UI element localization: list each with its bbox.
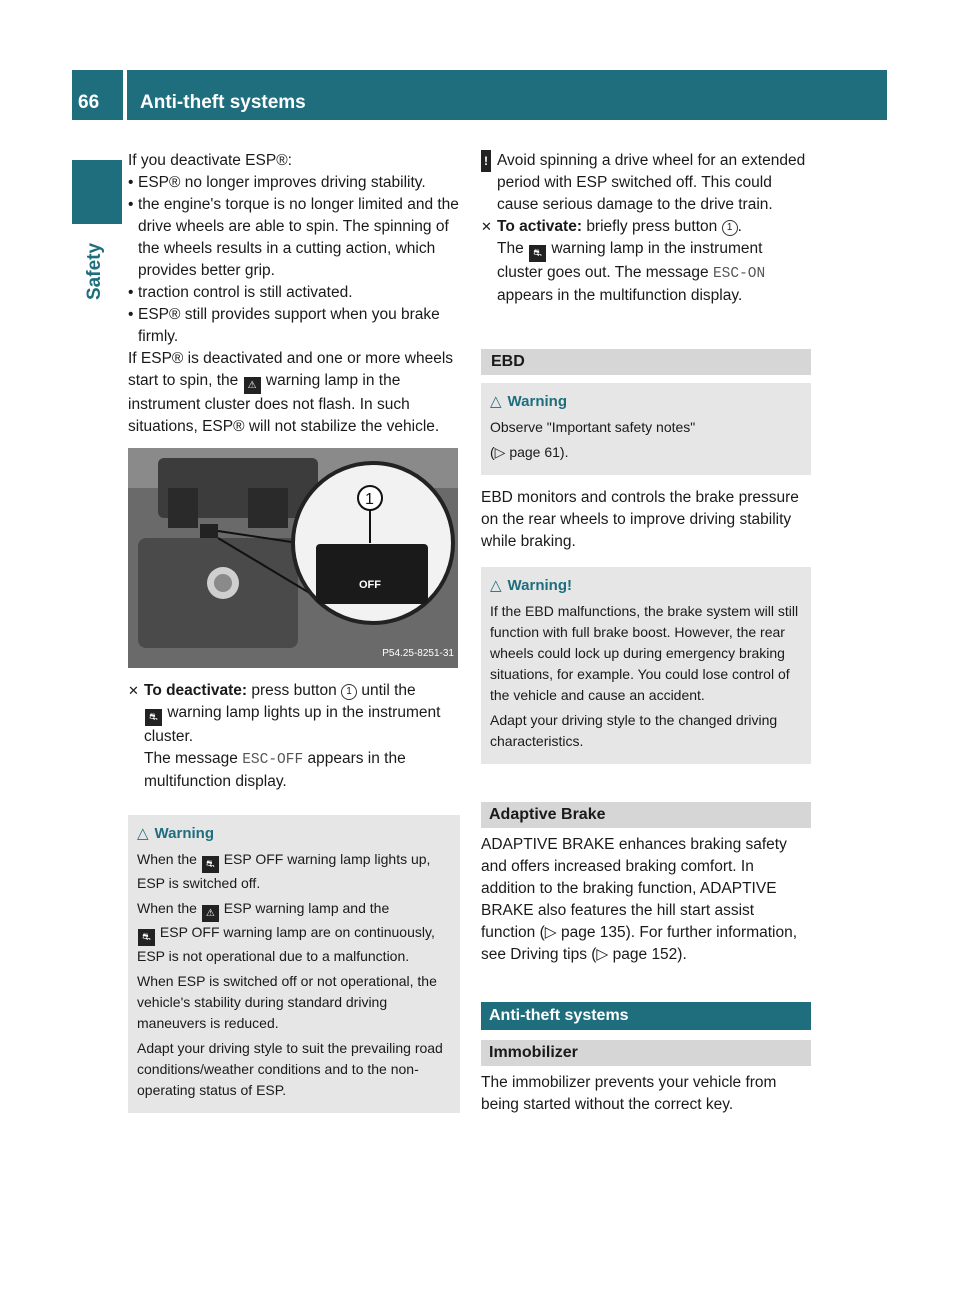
section-heading-ebd: EBD [481, 349, 811, 375]
ebd-warning-box-2: △ Warning! If the EBD malfunctions, the brake system will still function with full brake boost. However, the rear wheels could lock up during emergency braking situations, for example. You could lose control of the vehicle and cause an accident. Adapt your driving style to the changed driving characteristics. [481, 567, 811, 764]
esp-warning-icon: ⚠ [244, 377, 261, 394]
esp-warning-icon: ⚠ [202, 905, 219, 922]
esp-warning-box [128, 815, 460, 1113]
warning-text: If the EBD malfunctions, the brake system will still function with full brake boost. However, the rear wheels could lock up during emergency braking situations, for example. You could lose control of the vehicle and cause an accident. [490, 603, 799, 703]
section-heading-immobilizer: Immobilizer [481, 1040, 811, 1066]
dashboard-photo [128, 448, 458, 668]
intro-text: If you deactivate ESP®: [128, 152, 292, 169]
immobilizer-body: The immobilizer prevents your vehicle from being started without the correct key. [481, 1074, 777, 1113]
esp-off-icon: ⛐ [138, 929, 155, 946]
warning-paragraph: When ESP is switched off or not operational, the vehicle's stability during standard driving maneuvers is reduced. [137, 973, 437, 1031]
left-column [128, 150, 460, 1113]
dashboard-illustration [128, 448, 458, 668]
deactivate-step: ✕ To deactivate: press button 1 until the ⛐ warning lamp lights up in the instrument cluster. The message ESC-OFF appears in the multifunction display. [128, 682, 441, 790]
esp-off-icon: ⛐ [145, 709, 162, 726]
side-tab [72, 160, 122, 224]
esp-off-label: OFF [359, 579, 381, 591]
warning-paragraph: When the ⚠ ESP warning lamp and the ⛐ ESP OFF warning lamp are on continuously, ESP is not operational due to a malfunction. [137, 900, 435, 964]
header-divider [123, 70, 127, 120]
callout-1-icon: 1 [365, 491, 374, 508]
callout-1-icon: 1 [722, 220, 738, 236]
warning-triangle-icon: △ [137, 825, 149, 842]
bullet-item: • ESP® no longer improves driving stability. [128, 174, 426, 191]
caution-icon: ! [481, 150, 491, 172]
page-ref: (▷ page 61). [490, 444, 569, 460]
step-arrow-icon: ✕ [128, 683, 139, 698]
callout-1-icon: 1 [341, 684, 357, 700]
step-arrow-icon: ✕ [481, 219, 492, 234]
right-column [481, 150, 811, 1116]
bullet-item: • the engine's torque is no longer limited and the drive wheels are able to spin. The spinning of the wheels results in a cutting action, which provides better grip. [128, 196, 459, 279]
section-heading-adaptive-brake: Adaptive Brake [481, 802, 811, 828]
warning-heading: Warning [154, 825, 214, 842]
bullet-item: • traction control is still activated. [128, 284, 353, 301]
page-number: 66 [78, 92, 100, 113]
adaptive-brake-body: ADAPTIVE BRAKE enhances braking safety and offers increased braking comfort. In addition to the braking function, ADAPTIVE BRAKE also features the hill start assist function (▷ page 135). For further information, see Driving tips (▷ page 152). [481, 836, 798, 963]
caution-note: ! Avoid spinning a drive wheel for an extended period with ESP switched off. This could cause serious damage to the drive train. [481, 150, 811, 216]
ebd-body: EBD monitors and controls the brake pressure on the rear wheels to improve driving stability while braking. [481, 489, 799, 550]
esp-off-icon: ⛐ [529, 245, 546, 262]
warning-triangle-icon: △ [490, 393, 502, 410]
warning-triangle-icon: △ [490, 577, 502, 594]
bullet-item: • ESP® still provides support when you brake firmly. [128, 306, 440, 345]
side-label: Safety [84, 242, 105, 300]
esp-off-icon: ⛐ [202, 856, 219, 873]
warning-text: Observe "Important safety notes" [490, 419, 696, 435]
figure-code: P54.25-8251-31 [382, 648, 454, 659]
spin-paragraph: If ESP® is deactivated and one or more wheels start to spin, the ⚠ warning lamp in the instrument cluster does not flash. In such situations, ESP® will not stabilize the vehicle. [128, 350, 454, 435]
activate-step: ✕ To activate: briefly press button 1 . The ⛐ warning lamp in the instrument cluster goes out. The message ESC-ON appears in the multifunction display. [481, 218, 766, 304]
warning-paragraph: Adapt your driving style to suit the prevailing road conditions/weather conditions and to the non-operating status of ESP. [137, 1040, 443, 1098]
warning-paragraph: When the ⛐ ESP OFF warning lamp lights up, ESP is switched off. [137, 851, 431, 891]
warning-text: Adapt your driving style to the changed driving characteristics. [490, 712, 778, 749]
section-heading-anti-theft: Anti-theft systems [481, 1002, 811, 1030]
ebd-warning-box: △ Warning Observe "Important safety notes" (▷ page 61). [481, 383, 811, 475]
header-title: Anti-theft systems [140, 92, 306, 113]
